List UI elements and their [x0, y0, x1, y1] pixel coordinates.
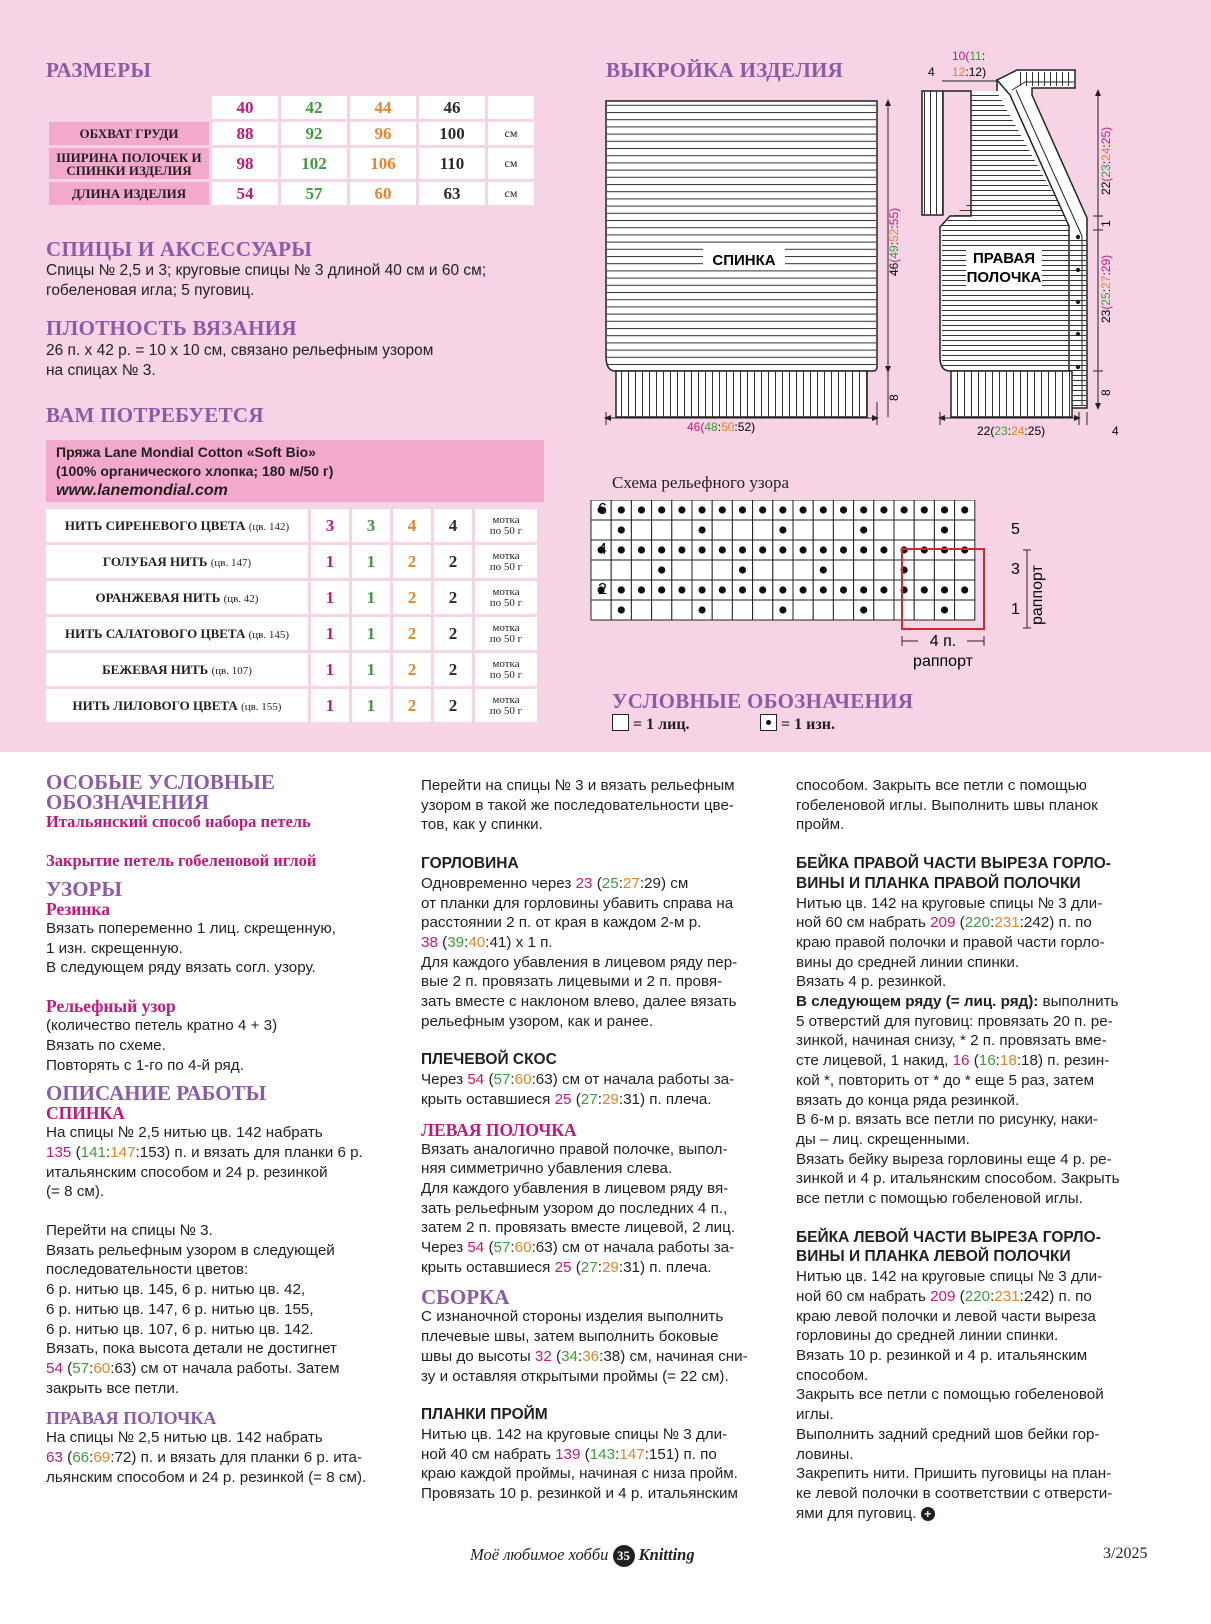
purl-dot — [840, 586, 847, 593]
purl-dot — [880, 506, 887, 513]
issue-number: 3/2025 — [1103, 1545, 1148, 1562]
yarn-label: ГОЛУБАЯ НИТЬ (цв. 147) — [46, 545, 308, 578]
needles-text: Спицы № 2,5 и 3; круговые спицы № 3 длиной 40 см и 60 см; гобеленовая игла; 5 пуговиц. — [46, 262, 487, 299]
chart-cell — [631, 560, 651, 580]
left-band-title: БЕЙКА ЛЕВОЙ ЧАСТИ ВЫРЕЗА ГОРЛО- — [796, 1228, 1101, 1246]
legend-knit: = 1 лиц. — [612, 714, 690, 734]
yarn-row — [46, 581, 537, 614]
right-front-title: ПРАВАЯ ПОЛОЧКА — [46, 1408, 217, 1429]
purl-dot — [658, 566, 665, 573]
purl-dot — [921, 586, 928, 593]
row-number-left: 4 — [598, 541, 607, 558]
purl-dot — [678, 546, 685, 553]
purl-dot — [618, 506, 625, 513]
purl-dot — [860, 546, 867, 553]
chart-cell — [854, 560, 874, 580]
yarn-row — [46, 617, 537, 650]
purl-dot — [638, 546, 645, 553]
materials-title: ВАМ ПОТРЕБУЕТСЯ — [46, 403, 264, 427]
row-number-left: 2 — [598, 581, 607, 598]
yarn-qty: 1 — [352, 689, 390, 722]
footer-magazine: Моё любимое хобби 35 Knitting — [470, 1545, 695, 1567]
purl-dot — [941, 586, 948, 593]
chart-cell — [874, 600, 894, 620]
size-cell: 106 — [350, 148, 416, 179]
purl-dot — [779, 546, 786, 553]
yarn-qty: 1 — [311, 617, 349, 650]
yarn-qty: 1 — [352, 653, 390, 686]
purl-dot — [779, 586, 786, 593]
purl-dot — [719, 586, 726, 593]
size-header: 46 — [419, 96, 485, 119]
size-cell: 98 — [212, 148, 278, 179]
repeat-stitches: 4 п. — [929, 633, 957, 650]
chart-cell — [732, 520, 752, 540]
row-number-right: 5 — [1011, 521, 1020, 538]
size-cell: 63 — [419, 182, 485, 205]
yarn-qty: 2 — [434, 653, 472, 686]
yarn-qty: 2 — [434, 617, 472, 650]
italian-cast-on: Итальянский способ набора петель — [46, 812, 311, 831]
yarn-row — [46, 653, 537, 686]
chart-cell — [833, 520, 853, 540]
chart-cell — [712, 600, 732, 620]
tapestry-bind-off: Закрытие петель гобеленовой иглой — [46, 851, 317, 870]
svg-text:12:12): 12:12) — [952, 65, 987, 79]
size-header: 44 — [350, 96, 416, 119]
back-title: СПИНКА — [46, 1103, 125, 1124]
purl-dot — [658, 506, 665, 513]
purl-dot — [961, 586, 968, 593]
text-column-3: способом. Закрыть все петли с помощью гобеленовой иглы. Выполнить швы планок пройм. БЕЙКА ПРАВОЙ ЧАСТИ ВЫРЕЗА ГОРЛО- ВИНЫ И ПЛАНКА ПРАВОЙ ПОЛОЧКИ Нитью цв. 142 на круговые спицы № 3 дли- ной 60 см набрать 209 (220:231:242) п. по краю правой полочки и правой части горло- вины до средней линии спинки. Вязать 4 р. резинкой. В следующем ряду (= лиц. ряд): выполнить 5 отверстий для пуговиц: провязать 20 п. ре- зинкой, начиная снизу, * 2 п. провязать вме- сте лицевой, 1 накид, 16 (16:18:18) п. резин- кой *, повторить от * до * еще 5 раз, затем вязать до конца ряда резинкой. В 6-м р. вязать все петли по рисунку, наки- ды – лиц. скрещенными. Вязать бейку выреза горловины еще 4 р. ре- зинкой и 4 р. итальянским способом. Закрыть все петли с помощью гобеленовой иглы. БЕЙКА ЛЕВОЙ ЧАСТИ ВЫРЕЗА ГОРЛО- ВИНЫ И ПЛАНКА ЛЕВОЙ ПОЛОЧКИ Нитью цв. 142 на круговые спицы № 3 дли- ной 60 см набрать 209 (220:231:242) п. по краю левой полочки и левой части выреза горловины до средней линии спинки. Вязать 10 р. резинкой и 4 р. итальянским способом. Закрыть все петли с помощью гобеленовой иглы. Выполнить задний средний шов бейки гор- ловины. Закрепить нити. Пришить пуговицы на план- ке левой полочки в соответствии с отверсти- ями для пуговиц. + — [796, 776, 1156, 1523]
yarn-qty: 1 — [352, 545, 390, 578]
yarn-qty: 2 — [393, 653, 431, 686]
chart-cell — [793, 560, 813, 580]
size-row-label: ШИРИНА ПОЛОЧЕК И СПИНКИ ИЗДЕЛИЯ — [49, 148, 209, 179]
chart-cell — [894, 520, 914, 540]
purl-dot — [961, 506, 968, 513]
purl-dot — [739, 506, 746, 513]
chart-cell — [955, 520, 975, 540]
yarn-label: НИТЬ ЛИЛОВОГО ЦВЕТА (цв. 155) — [46, 689, 308, 722]
gauge-text: 26 п. х 42 р. = 10 х 10 см, связано рельефным узором на спицах № 3. — [46, 342, 434, 379]
purl-dot — [820, 566, 827, 573]
garment-schematic — [600, 40, 1140, 460]
purl-dot — [618, 586, 625, 593]
front-lower-height: 23(25:27:29) — [1099, 254, 1113, 323]
front-upper-height: 22(23:24:25) — [1099, 126, 1113, 195]
purl-dot — [840, 506, 847, 513]
yarn-qty: 1 — [311, 689, 349, 722]
chart-cell — [874, 520, 894, 540]
chart-cell — [914, 520, 934, 540]
front-label-2: ПОЛОЧКА — [966, 269, 1042, 286]
size-cell: 110 — [419, 148, 485, 179]
repeat-horizontal-label: раппорт — [913, 653, 973, 670]
right-front-piece — [922, 70, 1087, 417]
yarn-box: Пряжа Lane Mondial Cotton «Soft Bio» (100% органического хлопка; 180 м/50 г) www.lanemondial.com — [46, 440, 544, 502]
purl-dot — [901, 506, 908, 513]
relief-title: Рельефный узор — [46, 996, 176, 1017]
purl-dot — [860, 506, 867, 513]
chart-cell — [914, 600, 934, 620]
end-mark-icon: + — [921, 1507, 935, 1521]
purl-dot — [820, 506, 827, 513]
size-row-label: ДЛИНА ИЗДЕЛИЯ — [49, 182, 209, 205]
chart-cell — [793, 600, 813, 620]
purl-dot — [840, 546, 847, 553]
yarn-row — [46, 509, 537, 542]
size-unit: см — [488, 148, 534, 179]
yarn-unit: мотка по 50 г — [475, 581, 537, 614]
neck-width: 10(11: — [952, 49, 986, 63]
chart-cell — [753, 560, 773, 580]
gauge-title: ПЛОТНОСТЬ ВЯЗАНИЯ — [46, 316, 297, 340]
back-piece — [606, 101, 877, 417]
purl-dot — [820, 586, 827, 593]
chart-cell — [652, 600, 672, 620]
yarn-qty: 2 — [393, 689, 431, 722]
chart-cell — [652, 520, 672, 540]
purl-dot — [759, 506, 766, 513]
shoulder-title: ПЛЕЧЕВОЙ СКОС — [421, 1051, 557, 1069]
repeat-vertical-label: раппорт — [1029, 565, 1046, 625]
purl-dot — [759, 546, 766, 553]
left-front-title: ЛЕВАЯ ПОЛОЧКА — [421, 1119, 577, 1140]
size-header: 40 — [212, 96, 278, 119]
purl-dot — [800, 506, 807, 513]
yarn-label: БЕЖЕВАЯ НИТЬ (цв. 107) — [46, 653, 308, 686]
purl-dot — [779, 526, 786, 533]
purl-dot — [941, 506, 948, 513]
size-row-label: ОБХВАТ ГРУДИ — [49, 122, 209, 145]
text-column-2: Перейти на спицы № 3 и вязать рельефным узором в такой же последовательности цве- тов, как у спинки. ГОРЛОВИНА Одновременно через 23 (25:27:29) см от планки для горловины убавить справа на расстоянии 2 п. от края в каждом 2-м р. 38 (39:40:41) х 1 п. Для каждого убавления в лицевом ряду пер- вые 2 п. провязать лицевыми и 2 п. провя- зать вместе с наклоном влево, далее вязать рельефным узором, как и ранее. ПЛЕЧЕВОЙ СКОС Через 54 (57:60:63) см от начала работы за- крыть оставшиеся 25 (27:29:31) п. плеча. ЛЕВАЯ ПОЛОЧКА Вязать аналогично правой полочке, выпол- няя симметрично убавления слева. Для каждого убавления в лицевом ряду вя- зать рельефным узором до последних 4 п., затем 2 п. провязать вместе лицевой, 2 лиц. Через 54 (57:60:63) см от начала работы за- крыть оставшиеся 25 (27:29:31) п. плеча. СБОРКА С изнаночной стороны изделия выполнить плечевые швы, затем выполнить боковые швы до высоты 32 (34:36:38) см, начиная сни- зу и оставляя открытыми проймы (= 22 см). ПЛАНКИ ПРОЙМ Нитью цв. 142 на круговые спицы № 3 дли- ной 40 см набрать 139 (143:147:151) п. по краю каждой проймы, начиная с низа пройм. Провязать 10 р. резинкой и 4 р. итальянским — [421, 776, 766, 1504]
purl-dot — [739, 566, 746, 573]
size-cell: 96 — [350, 122, 416, 145]
purl-dot — [719, 546, 726, 553]
yarn-unit: мотка по 50 г — [475, 509, 537, 542]
purl-dot — [719, 506, 726, 513]
purl-dot — [739, 546, 746, 553]
chart-cell — [591, 560, 611, 580]
purl-dot — [678, 586, 685, 593]
size-header: 42 — [281, 96, 347, 119]
armhole-bands-title: ПЛАНКИ ПРОЙМ — [421, 1406, 548, 1424]
yarn-qty: 4 — [393, 509, 431, 542]
purl-dot — [739, 586, 746, 593]
pattern-title: Схема рельефного узора — [612, 473, 790, 492]
yarn-label: НИТЬ САЛАТОВОГО ЦВЕТА (цв. 145) — [46, 617, 308, 650]
chart-cell — [753, 600, 773, 620]
purl-dot — [800, 546, 807, 553]
yarn-qty: 1 — [311, 653, 349, 686]
yarn-unit: мотка по 50 г — [475, 689, 537, 722]
front-width: 22(23:24:25) — [977, 424, 1046, 438]
work-title: ОПИСАНИЕ РАБОТЫ — [46, 1081, 267, 1106]
chart-cell — [793, 520, 813, 540]
front-label-1: ПРАВАЯ — [973, 250, 1035, 267]
patterns-title: УЗОРЫ — [46, 877, 123, 901]
rib-title: Резинка — [46, 899, 110, 919]
special-title: ОСОБЫЕ УСЛОВНЫЕ ОБОЗНАЧЕНИЯ — [46, 770, 275, 814]
purl-dot — [941, 526, 948, 533]
purl-dot — [638, 506, 645, 513]
size-cell: 100 — [419, 122, 485, 145]
row-number-left: 6 — [598, 501, 607, 518]
purl-dot — [658, 586, 665, 593]
chart-cell — [591, 600, 611, 620]
size-cell: 57 — [281, 182, 347, 205]
size-cell: 102 — [281, 148, 347, 179]
yarn-qty: 2 — [434, 545, 472, 578]
size-cell: 88 — [212, 122, 278, 145]
yarn-qty: 2 — [434, 581, 472, 614]
purl-dot — [618, 546, 625, 553]
yarn-unit: мотка по 50 г — [475, 617, 537, 650]
chart-cell — [631, 600, 651, 620]
back-height: 46(49:52:55) — [887, 207, 901, 276]
purl-dot — [678, 506, 685, 513]
yarn-unit: мотка по 50 г — [475, 545, 537, 578]
stitch-chart — [586, 500, 1046, 680]
purl-dot — [820, 546, 827, 553]
purl-dot — [880, 546, 887, 553]
chart-cell — [874, 560, 894, 580]
yarn-qty: 1 — [352, 581, 390, 614]
size-cell: 60 — [350, 182, 416, 205]
yarn-label: ОРАНЖЕВАЯ НИТЬ (цв. 42) — [46, 581, 308, 614]
yarn-site: www.lanemondial.com — [56, 482, 228, 499]
sizes-table — [46, 93, 537, 208]
page-number: 35 — [613, 1545, 635, 1567]
row-number-right: 1 — [1011, 601, 1020, 618]
chart-cell — [672, 520, 692, 540]
text-column-1: ОСОБЫЕ УСЛОВНЫЕ ОБОЗНАЧЕНИЯ Итальянский способ набора петель Закрытие петель гобеленовой иглой УЗОРЫ Резинка Вязать попеременно 1 лиц. скрещенную, 1 изн. скрещенную. В следующем ряду вязать согл. узору. Рельефный узор (количество петель кратно 4 + 3) Вязать по схеме. Повторять с 1-го по 4-й ряд. ОПИСАНИЕ РАБОТЫ СПИНКА На спицы № 2,5 нитью цв. 142 набрать 135 (141:147:153) п. и вязать для планки 6 р. итальянским способом и 24 р. резинкой (= 8 см). Перейти на спицы № 3. Вязать рельефным узором в следующей последовательности цветов: 6 р. нитью цв. 145, 6 р. нитью цв. 42, 6 р. нитью цв. 147, 6 р. нитью цв. 155, 6 р. нитью цв. 107, 6 р. нитью цв. 142. Вязать, пока высота детали не достигнет 54 (57:60:63) см от начала работы. Затем закрыть все петли. ПРАВАЯ ПОЛОЧКА На спицы № 2,5 нитью цв. 142 набрать 63 (66:69:72) п. и вязать для планки 6 р. ита- льянским способом и 24 р. резинкой (= 8 см). — [46, 772, 391, 1487]
yarn-qty: 1 — [352, 617, 390, 650]
back-label: СПИНКА — [712, 252, 776, 269]
yarn-unit: мотка по 50 г — [475, 653, 537, 686]
schematic-title: ВЫКРОЙКА ИЗДЕЛИЯ — [606, 58, 844, 82]
purl-dot — [779, 606, 786, 613]
chart-cell — [753, 520, 773, 540]
purl-dot — [800, 586, 807, 593]
back-rib-height: 8 — [887, 394, 901, 401]
right-band-title: БЕЙКА ПРАВОЙ ЧАСТИ ВЫРЕЗА ГОРЛО- — [796, 855, 1111, 873]
chart-cell — [934, 560, 954, 580]
chart-cell — [732, 600, 752, 620]
purl-dot — [638, 586, 645, 593]
chart-cell — [692, 560, 712, 580]
yarn-label: НИТЬ СИРЕНЕВОГО ЦВЕТА (цв. 142) — [46, 509, 308, 542]
chart-cell — [813, 520, 833, 540]
purl-dot — [658, 546, 665, 553]
chart-cell — [773, 560, 793, 580]
yarn-qty: 2 — [434, 689, 472, 722]
row-number-right: 3 — [1011, 561, 1020, 578]
chart-cell — [591, 520, 611, 540]
chart-cell — [813, 600, 833, 620]
size-cell: 54 — [212, 182, 278, 205]
purl-dot — [699, 526, 706, 533]
purl-dot — [779, 506, 786, 513]
purl-dot — [921, 506, 928, 513]
yarn-qty: 4 — [434, 509, 472, 542]
yarn-qty: 2 — [393, 545, 431, 578]
back-width: 46(48:50:52) — [687, 420, 756, 434]
chart-cell — [833, 600, 853, 620]
front-gap-height: 1 — [1099, 220, 1113, 227]
yarn-qty: 1 — [311, 581, 349, 614]
purl-dot — [860, 526, 867, 533]
legend-title: УСЛОВНЫЕ ОБОЗНАЧЕНИЯ — [612, 689, 914, 713]
purl-dot — [860, 586, 867, 593]
purl-dot — [941, 606, 948, 613]
chart-cell — [672, 560, 692, 580]
purl-dot — [618, 526, 625, 533]
knit-symbol — [612, 714, 629, 731]
front-rib-height: 8 — [1099, 389, 1113, 396]
chart-cell — [955, 560, 975, 580]
neckline-title: ГОРЛОВИНА — [421, 855, 519, 873]
purl-dot — [699, 606, 706, 613]
band-width-top: 4 — [928, 65, 935, 79]
purl-symbol — [760, 714, 777, 731]
band-width-bottom: 4 — [1112, 424, 1119, 438]
assembly-title: СБОРКА — [421, 1285, 510, 1310]
yarn-qty: 3 — [352, 509, 390, 542]
purl-dot — [759, 586, 766, 593]
needles-title: СПИЦЫ И АКСЕССУАРЫ — [46, 237, 313, 261]
size-cell: 92 — [281, 122, 347, 145]
chart-cell — [894, 600, 914, 620]
chart-cell — [833, 560, 853, 580]
purl-dot — [880, 586, 887, 593]
purl-dot — [699, 586, 706, 593]
yarn-qty: 2 — [393, 617, 431, 650]
purl-dot — [860, 606, 867, 613]
purl-dot — [699, 506, 706, 513]
chart-cell — [712, 560, 732, 580]
chart-cell — [631, 520, 651, 540]
sizes-title: РАЗМЕРЫ — [46, 58, 152, 82]
legend-purl: = 1 изн. — [760, 714, 835, 734]
chart-cell — [712, 520, 732, 540]
size-unit: см — [488, 122, 534, 145]
chart-cell — [914, 560, 934, 580]
yarn-table — [43, 506, 540, 725]
yarn-row — [46, 689, 537, 722]
yarn-qty: 2 — [393, 581, 431, 614]
purl-dot — [618, 606, 625, 613]
yarn-qty: 1 — [311, 545, 349, 578]
purl-dot — [699, 546, 706, 553]
yarn-qty: 3 — [311, 509, 349, 542]
size-unit: см — [488, 182, 534, 205]
chart-cell — [955, 600, 975, 620]
chart-cell — [672, 600, 692, 620]
yarn-row — [46, 545, 537, 578]
chart-cell — [611, 560, 631, 580]
